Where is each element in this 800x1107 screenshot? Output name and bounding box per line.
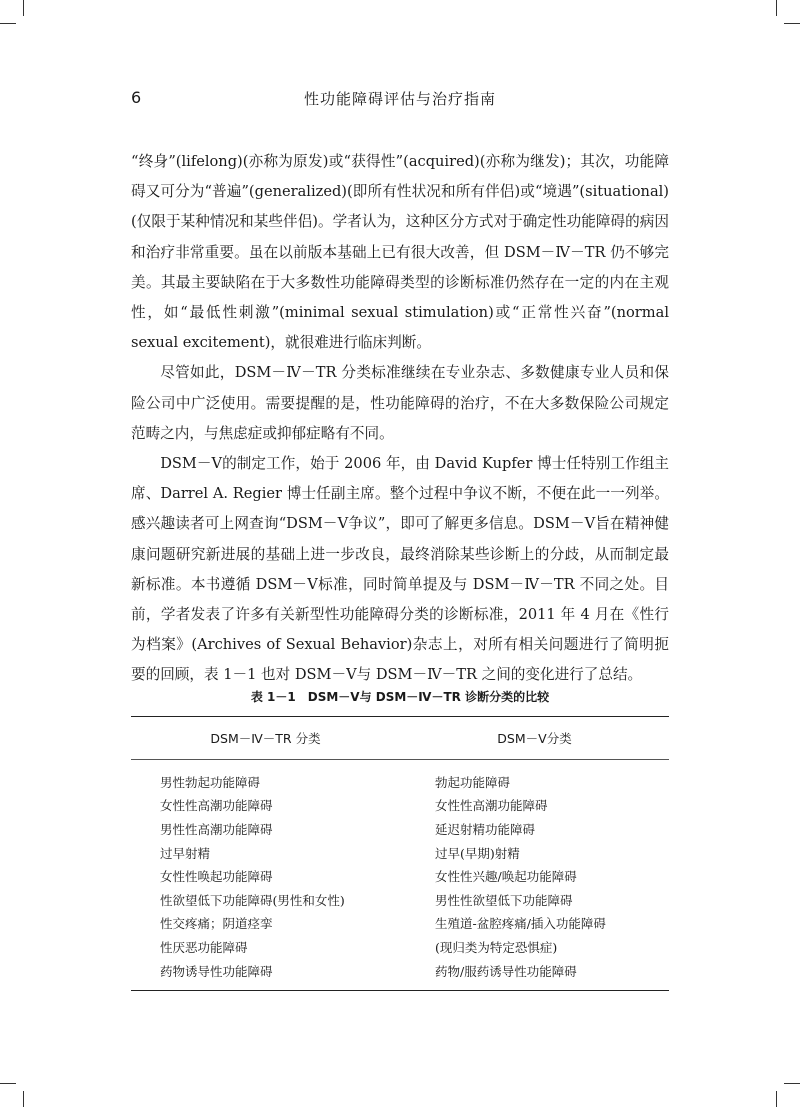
- crop-mark-top-right-v: [776, 0, 777, 16]
- table-row: [131, 888, 669, 912]
- table-row: [131, 794, 669, 818]
- table-caption: 表 1－1 DSM－Ⅴ与 DSM－Ⅳ－TR 诊断分类的比较: [250, 690, 550, 704]
- table-cell-dsm-iv: 性交疼痛；阴道痉挛: [160, 916, 273, 932]
- table-cell-dsm-iv: 性欲望低下功能障碍(男性和女性): [160, 892, 345, 908]
- table-row: [131, 770, 669, 794]
- table-cell-dsm-v: 过早(早期)射精: [435, 845, 520, 861]
- page-number: 6: [131, 88, 142, 107]
- table-header-dsm-iv: DSM－Ⅳ－TR 分类: [210, 731, 321, 746]
- crop-mark-top-right-h: [784, 23, 800, 24]
- table-cell-dsm-iv: 男性性高潮功能障碍: [160, 821, 273, 837]
- table-row: [131, 912, 669, 936]
- crop-mark-bottom-left-v: [23, 1091, 24, 1107]
- crop-mark-top-left-h: [0, 23, 16, 24]
- table-cell-dsm-iv: 药物诱导性功能障碍: [160, 963, 273, 979]
- table-cell-dsm-v: 勃起功能障碍: [435, 774, 511, 790]
- table-cell-dsm-v: 延迟射精功能障碍: [435, 821, 536, 837]
- running-title: 性功能障碍评估与治疗指南: [303, 90, 496, 108]
- paragraph-2: 尽管如此，DSM－Ⅳ－TR 分类标准继续在专业杂志、多数健康专业人员和保险公司中广泛使用。需要提醒的是，性功能障碍的治疗，不在大多数保险公司规定范畴之内，与焦虑症或抑郁症略有不同。: [131, 364, 669, 442]
- table-cell-dsm-v: 女性性高潮功能障碍: [435, 798, 548, 814]
- table-row: [131, 864, 669, 888]
- table-header-row: [131, 717, 669, 760]
- crop-mark-top-left-v: [23, 0, 24, 16]
- table-cell-dsm-v: 药物/服药诱导性功能障碍: [435, 963, 577, 979]
- table-cell-dsm-iv: 女性性唤起功能障碍: [160, 869, 273, 885]
- table-cell-dsm-v: 男性性欲望低下功能障碍: [435, 892, 573, 908]
- crop-mark-bottom-left-h: [0, 1083, 16, 1084]
- table-row: [131, 817, 669, 841]
- table-cell-dsm-iv: 性厌恶功能障碍: [160, 939, 248, 955]
- table-cell-dsm-v: 女性性兴趣/唤起功能障碍: [435, 869, 577, 885]
- table-cell-dsm-v: (现归类为特定恐惧症): [435, 939, 558, 955]
- table-row: [131, 959, 669, 983]
- paragraph-1: “终身”(lifelong)(亦称为原发)或“获得性”(acquired)(亦称为继发)；其次，功能障碍又可分为“普遍”(generalized)(即所有性状况和所有伴侣)或“境遇”(situational)(仅限于某种情况和某些伴侣)。学者认为，这种区分方式对于确定性功能障碍的病因和治疗非常重要。虽在以前版本基础上已有很大改善，但 DSM－Ⅳ－TR 仍不够完美。其最主要缺陷在于大多数性功能障碍类型的诊断标准仍然存在一定的内在主观性，如“最低性刺激”(minimal sexual stimulation)或“正常性兴奋”(normal sexual excitement)，就很难进行临床判断。: [131, 153, 669, 352]
- table-cell-dsm-iv: 过早射精: [160, 845, 211, 861]
- table-row: [131, 935, 669, 959]
- table-cell-dsm-iv: 男性勃起功能障碍: [160, 774, 261, 790]
- table-cell-dsm-v: 生殖道-盆腔疼痛/插入功能障碍: [435, 916, 606, 932]
- page-header: [131, 88, 669, 112]
- paragraph-3: DSM－Ⅴ的制定工作，始于 2006 年，由 David Kupfer 博士任特别工作组主席、Darrel A. Regier 博士任副主席。整个过程中争议不断，不便在此一一列举。感兴趣读者可上网查询“DSM－Ⅴ争议”，即可了解更多信息。DSM－Ⅴ旨在精神健康问题研究新进展的基础上进一步改良，最终消除某些诊断上的分歧，从而制定最新标准。本书遵循 DSM－Ⅴ标准，同时简单提及与 DSM－Ⅳ－TR 不同之处。目前，学者发表了许多有关新型性功能障碍分类的诊断标准，2011 年 4 月在《性行为档案》(Archives of Sexual Behavior)杂志上，对所有相关问题进行了简明扼要的回顾，表 1－1 也对 DSM－Ⅴ与 DSM－Ⅳ－TR 之间的变化进行了总结。: [131, 455, 669, 684]
- table-row: [131, 841, 669, 865]
- table-body: [131, 760, 669, 990]
- crop-mark-bottom-right-v: [776, 1091, 777, 1107]
- table-cell-dsm-iv: 女性性高潮功能障碍: [160, 798, 273, 814]
- comparison-table: [131, 716, 669, 991]
- table-header-dsm-v: DSM－Ⅴ分类: [497, 731, 572, 746]
- crop-mark-bottom-right-h: [784, 1083, 800, 1084]
- body-text: [131, 147, 669, 691]
